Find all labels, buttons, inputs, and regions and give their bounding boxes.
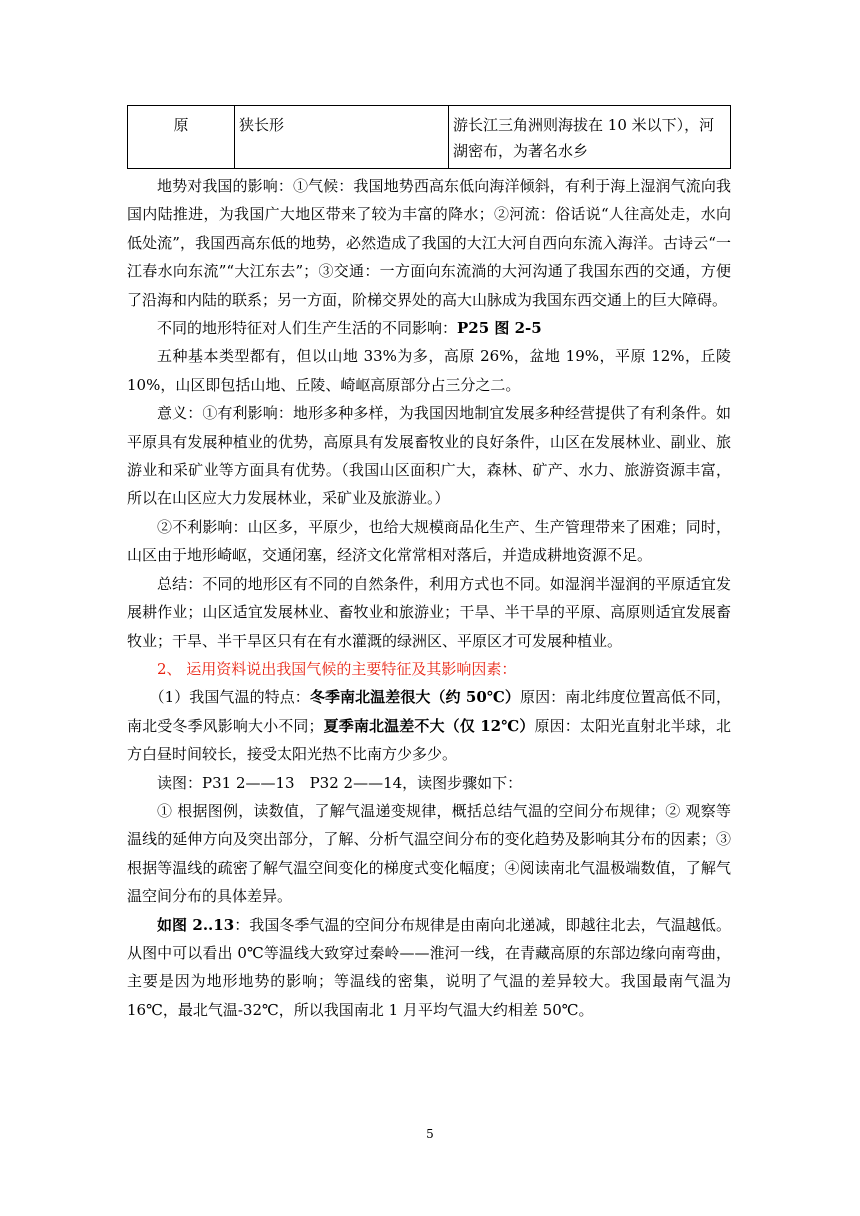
terrain-table: [127, 105, 731, 169]
paragraph-text: （1）我国气温的特点：: [149, 688, 310, 707]
paragraph-read-figure: 读图：P31 2——13 P32 2——14，读图步骤如下：: [157, 773, 523, 792]
bold-winter-difference: 冬季南北温差很大（约 50℃）: [309, 688, 520, 707]
paragraph-text: 不同的地形特征对人们生产生活的不同影响：: [157, 319, 458, 338]
paragraph-terrain-types: 五种基本类型都有，但以山地 33%为多，高原 26%，盆地 19%，平原 12%，丘陵 10%，山区即包括山地、丘陵、崎岖高原部分占三分之二。: [127, 347, 731, 394]
table-cell-shape: 狭长形: [235, 106, 449, 169]
table-cell-description: 游长江三角洲则海拔在 10 米以下），河湖密布，为著名水乡: [449, 106, 731, 169]
paragraph-terrain-influence: 地势对我国的影响：①气候：我国地势西高东低向海洋倾斜，有利于海上湿润气流向我国内陆推进，为我国广大地区带来了较为丰富的降水；②河流：俗话说“人往高处走，水向低处流”，我国西高东低的地势，必然造成了我国的大江大河自西向东流入海洋。古诗云“一江春水向东流”“大江东去”；③交通：一方面向东流淌的大河沟通了我国东西的交通，方便了沿海和内陆的联系；另一方面，阶梯交界处的高大山脉成为我国东西交通上的巨大障碍。: [127, 177, 731, 309]
paragraph-read-steps: ① 根据图例，读数值，了解气温递变规律，概括总结气温的空间分布规律；② 观察等温线的延伸方向及突出部分，了解、分析气温空间分布的变化趋势及影响其分布的因素；③ 根据等温线的疏密了解气温空间变化的梯度式变化幅度；④阅读南北气温极端数值，了解气温空间分布的具体差异。: [127, 801, 731, 906]
figure-reference: 如图 2..13: [157, 915, 235, 934]
paragraph-significance: 意义：①有利影响：地形多种多样，为我国因地制宜发展多种经营提供了有利条件。如平原具有发展种植业的优势，高原具有发展畜牧业的良好条件，山区在发展林业、副业、旅游业和采矿业等方面具有优势。（我国山区面积广大，森林、矿产、水力、旅游资源丰富，所以在山区应大力发展林业，采矿业及旅游业。）: [127, 404, 731, 508]
figure-reference: P25 图 2-5: [457, 319, 542, 338]
paragraph-terrain-features: [127, 314, 731, 342]
document-body: [127, 172, 731, 1024]
bold-summer-difference: 夏季南北温差不大（仅 12℃）: [323, 716, 535, 735]
paragraph-text: ：我国冬季气温的空间分布规律是由南向北递减，即越往北去，气温越低。从图中可以看出 0℃等温线大致穿过秦岭——淮河一线，在青藏高原的东部边缘向南弯曲，主要是因为地形地势的影响；等温线的密集，说明了气温的差异较大。我国最南气温为 16℃，最北气温-32℃，所以我国南北 1 月平均气温大约相差 50℃。: [127, 915, 731, 1019]
paragraph-text: 原因：太阳光直射北半球，北方白昼时间较长，接受太阳光热不比南方少多少。: [127, 716, 731, 764]
paragraph-temperature: [127, 683, 731, 768]
page-number: 5: [426, 1127, 434, 1141]
table-cell-type: 原: [128, 106, 235, 169]
section-heading-climate: 2、 运用资料说出我国气候的主要特征及其影响因素：: [157, 659, 517, 678]
paragraph-summary: 总结：不同的地形区有不同的自然条件，利用方式也不同。如湿润半湿润的平原适宜发展耕作业；山区适宜发展林业、畜牧业和旅游业；干旱、半干旱的平原、高原则适宜发展畜牧业；干旱、半干旱区只有在有水灌溉的绿洲区、平原区才可发展种植业。: [127, 574, 731, 650]
paragraph-figure-2-13: [127, 911, 731, 1025]
paragraph-text: 原因：南北纬度位置高低不同，南北受冬季风影响大小不同；: [127, 688, 731, 735]
paragraph-disadvantages: ②不利影响：山区多，平原少，也给大规模商品化生产、生产管理带来了困难；同时，山区由于地形崎岖，交通闭塞，经济文化常常相对落后，并造成耕地资源不足。: [127, 517, 731, 565]
table-row: [128, 106, 731, 169]
